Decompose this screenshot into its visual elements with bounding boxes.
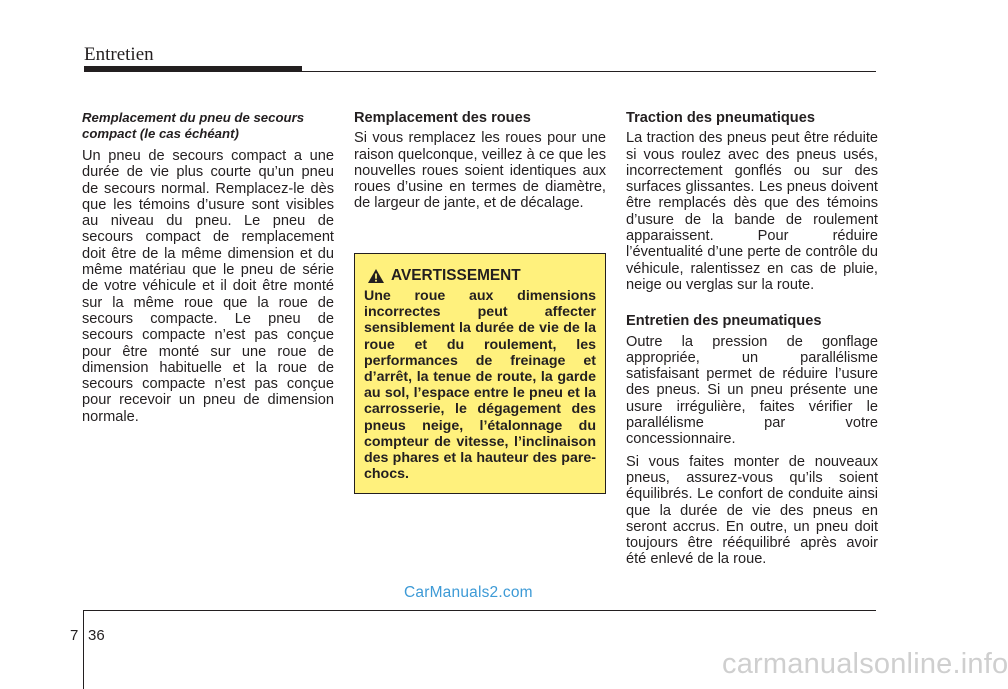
left-column xyxy=(82,110,334,425)
tire-maintenance-body-1: Outre la pression de gonflage appropriée, un parallélisme satisfaisant permet de réduire l’usure des pneus. Si un pneu présente une usure irrégulière, faites vérifier le parallélisme par votre concessionnaire. xyxy=(626,333,878,448)
right-column xyxy=(626,110,878,568)
warning-box xyxy=(354,253,606,494)
page-number: 36 xyxy=(88,627,105,644)
compact-spare-body: Un pneu de secours compact a une durée de vie plus courte qu’un pneu de secours normal. Remplacez-le dès que les témoins d’usure sont visibles au niveau du pneu. Le pneu de secours compact de remplacement doit être de la même dimension et du même matériau que le pneu de série de votre véhicule et il doit être monté sur la même roue que la roue de secours compacte. Le pneu de secours compacte n’est pas conçue pour être monté sur une roue de dimension habituelle et la roue de secours compacte n’est pas conçue pour recevoir un pneu de dimension normale. xyxy=(82,148,334,425)
warning-header xyxy=(367,266,521,286)
site-watermark: carmanualsonline.info xyxy=(722,648,1008,680)
tire-maintenance-body-2: Si vous faites monter de nouveaux pneus, assurez-vous qu’ils soient équilibrés. Le confort de conduite ainsi que la durée de vie des pneus en seront accrus. En outre, un pneu doit toujours être rééquilibré après avoir été enlevé de la roue. xyxy=(626,453,878,568)
page-header-title: Entretien xyxy=(84,44,154,65)
header-rule xyxy=(302,71,876,72)
watermark-link[interactable]: CarManuals2.com xyxy=(404,584,533,601)
header-thick-bar xyxy=(84,66,302,72)
footer-rule xyxy=(84,610,876,611)
footer-vertical-rule xyxy=(83,610,84,689)
tire-traction-heading: Traction des pneumatiques xyxy=(626,110,815,126)
wheel-replacement-body: Si vous remplacez les roues pour une raison quelconque, veillez à ce que les nouvelles roues soient identiques aux roues d’usine en termes de diamètre, de largeur de jante, et de décalage. xyxy=(354,130,606,212)
warning-triangle-icon xyxy=(367,268,385,284)
warning-text: Une roue aux dimensions incorrectes peut affecter sensiblement la durée de vie de la roue et du roulement, les performances de freinage et d’arrêt, la tenue de route, la garde au sol, l’espace entre le pneu et la carrosserie, le dégagement des pneus neige, l’étalonnage du compteur de vitesse, l’inclinaison des phares et la hauteur des pare-chocs. xyxy=(364,288,596,483)
chapter-number: 7 xyxy=(70,627,79,644)
tire-maintenance-heading: Entretien des pneumatiques xyxy=(626,313,822,330)
compact-spare-heading: Remplacement du pneu de secours compact (le cas échéant) xyxy=(82,110,305,141)
wheel-replacement-heading: Remplacement des roues xyxy=(354,110,531,126)
warning-title: AVERTISSEMENT xyxy=(391,267,521,284)
middle-column xyxy=(354,110,606,212)
tire-traction-body: La traction des pneus peut être réduite si vous roulez avec des pneus usés, incorrectement gonflés ou sur des surfaces glissantes. Les pneus doivent être remplacés dès que des témoins d’usure de la bande de roulement apparaissent. Pour réduire l’éventualité d’une perte de contrôle du véhicule, ralentissez en cas de pluie, neige ou verglas sur la route. xyxy=(626,130,878,293)
